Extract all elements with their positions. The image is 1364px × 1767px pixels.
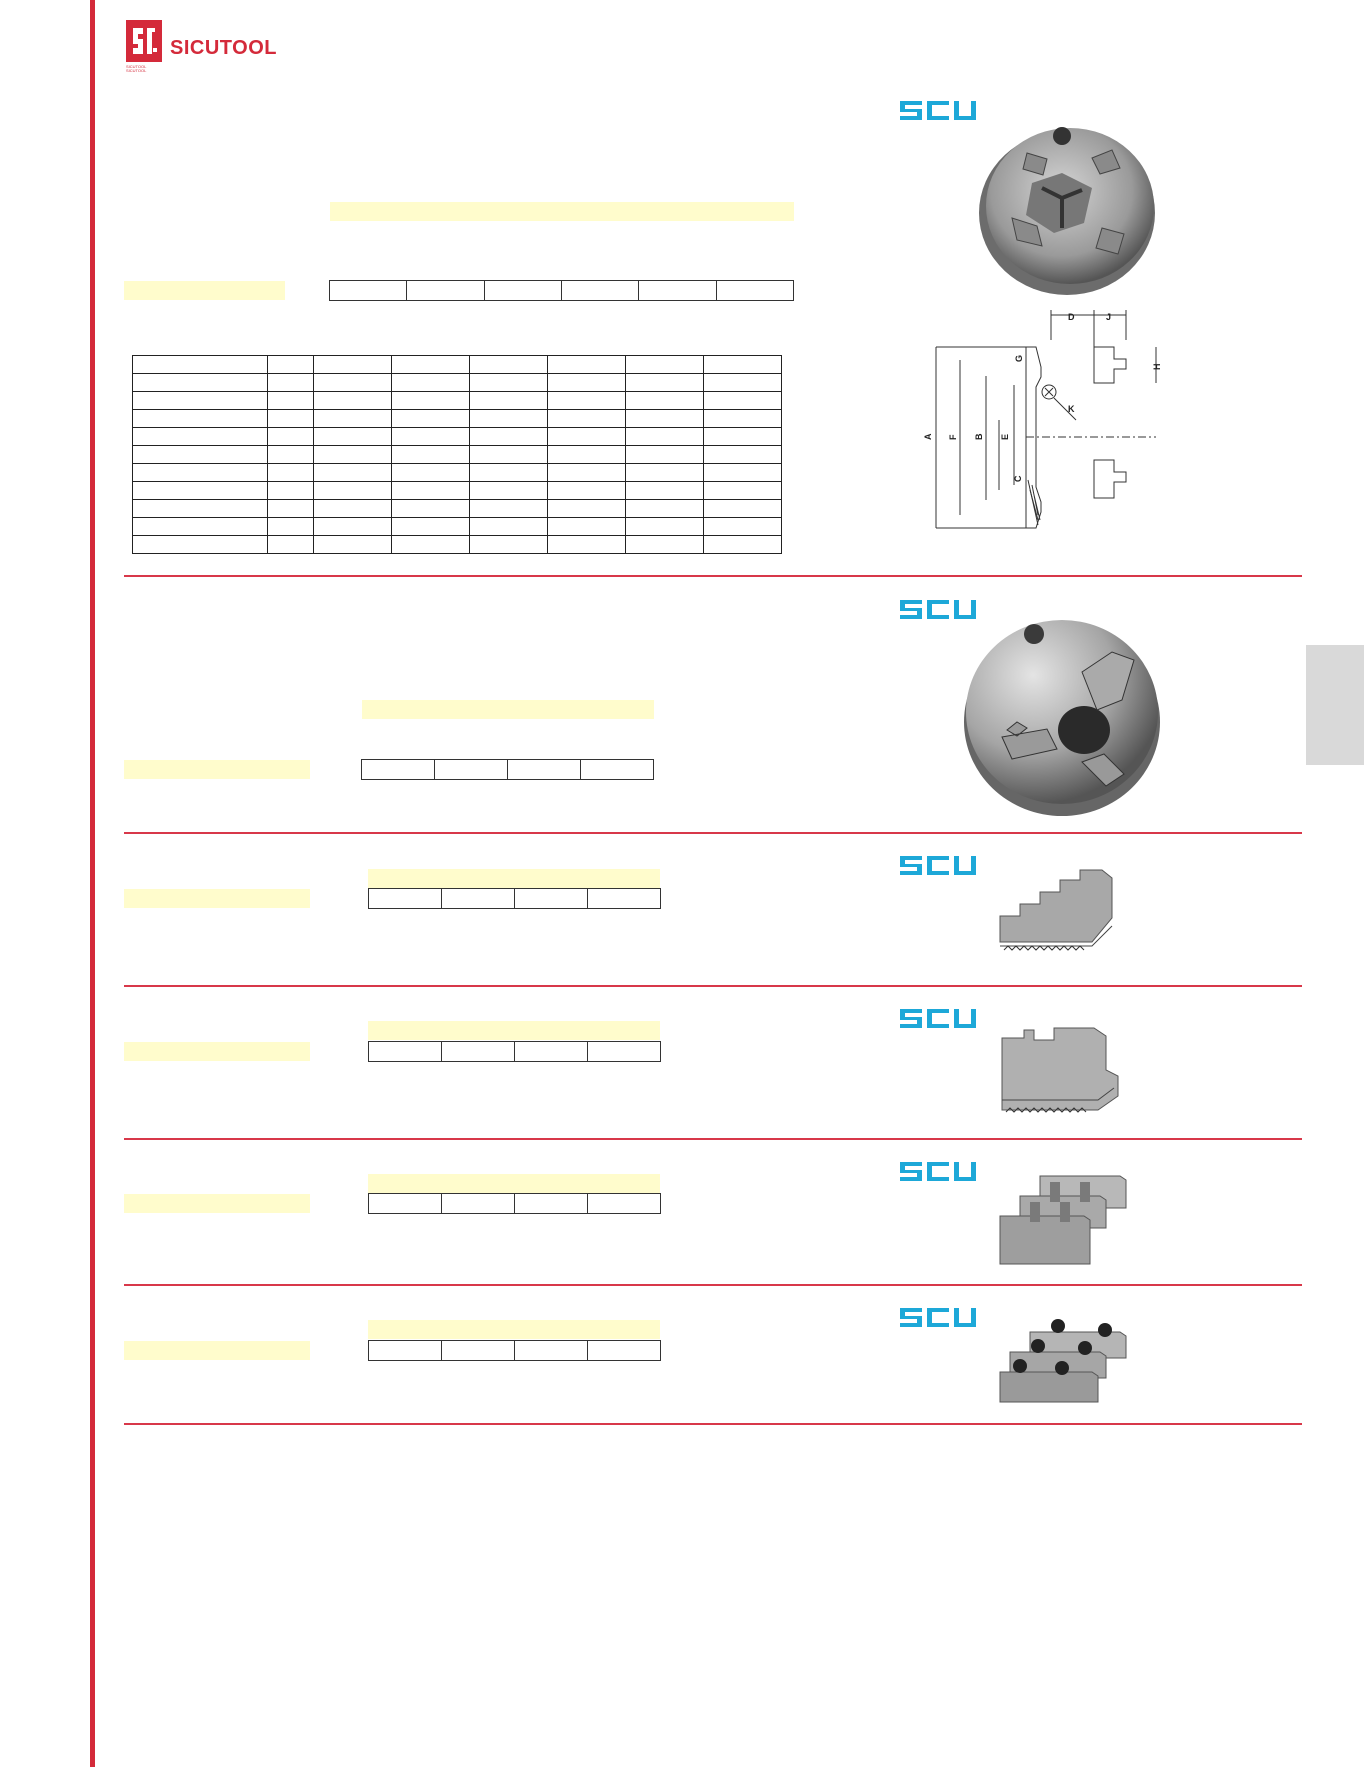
section-divider bbox=[124, 1138, 1302, 1140]
table-cell bbox=[268, 500, 314, 518]
table-cell bbox=[470, 500, 548, 518]
size-cell bbox=[485, 281, 562, 300]
table-cell bbox=[470, 410, 548, 428]
section4-header-highlight bbox=[368, 1021, 660, 1040]
left-accent-bar bbox=[90, 0, 95, 1767]
table-cell bbox=[314, 500, 392, 518]
table-cell bbox=[268, 374, 314, 392]
size-cell bbox=[442, 1341, 515, 1360]
dim-label-j: J bbox=[1106, 312, 1112, 322]
size-cell bbox=[407, 281, 484, 300]
section1-header-highlight bbox=[330, 202, 794, 221]
table-cell bbox=[133, 446, 268, 464]
dim-label-h: H bbox=[1152, 363, 1162, 370]
soft-jaws-photo bbox=[1000, 1176, 1128, 1268]
table-row bbox=[133, 446, 782, 464]
table-cell bbox=[470, 446, 548, 464]
table-cell bbox=[704, 392, 782, 410]
table-cell bbox=[548, 356, 626, 374]
table-cell bbox=[268, 392, 314, 410]
table-cell bbox=[268, 356, 314, 374]
table-cell bbox=[626, 356, 704, 374]
scu-brand-icon bbox=[898, 1305, 978, 1329]
table-row bbox=[133, 464, 782, 482]
table-cell bbox=[626, 536, 704, 554]
table-cell bbox=[704, 518, 782, 536]
logo-mark-icon bbox=[126, 20, 162, 62]
section6-product-label-highlight bbox=[124, 1341, 310, 1360]
table-cell bbox=[626, 374, 704, 392]
section-divider bbox=[124, 985, 1302, 987]
size-cell bbox=[515, 1042, 588, 1061]
size-cell bbox=[717, 281, 793, 300]
table-cell bbox=[548, 482, 626, 500]
table-cell bbox=[268, 464, 314, 482]
dim-label-c: C bbox=[1013, 475, 1023, 482]
size-cell bbox=[581, 760, 653, 779]
size-cell bbox=[508, 760, 581, 779]
table-cell bbox=[704, 500, 782, 518]
table-cell bbox=[133, 410, 268, 428]
table-cell bbox=[626, 518, 704, 536]
table-cell bbox=[704, 356, 782, 374]
table-cell bbox=[548, 536, 626, 554]
table-cell bbox=[392, 374, 470, 392]
table-cell bbox=[314, 482, 392, 500]
table-cell bbox=[470, 392, 548, 410]
size-cell bbox=[515, 889, 588, 908]
section4-size-cells bbox=[368, 1041, 661, 1062]
size-cell bbox=[435, 760, 508, 779]
scu-brand-icon bbox=[898, 1006, 978, 1030]
table-cell bbox=[704, 446, 782, 464]
size-cell bbox=[362, 760, 435, 779]
size-cell bbox=[588, 889, 660, 908]
size-cell bbox=[639, 281, 716, 300]
table-cell bbox=[392, 410, 470, 428]
spec-table bbox=[132, 355, 782, 554]
dim-label-d: D bbox=[1068, 312, 1075, 322]
table-cell bbox=[704, 410, 782, 428]
table-cell bbox=[704, 536, 782, 554]
chuck-dimension-drawing bbox=[923, 310, 1166, 530]
dim-label-f: F bbox=[948, 434, 958, 440]
dim-label-b: B bbox=[974, 433, 984, 440]
table-cell bbox=[268, 410, 314, 428]
dim-label-a: A bbox=[923, 433, 933, 440]
table-cell bbox=[268, 428, 314, 446]
table-row bbox=[133, 518, 782, 536]
table-cell bbox=[268, 536, 314, 554]
size-cell bbox=[588, 1341, 660, 1360]
table-cell bbox=[133, 464, 268, 482]
size-cell bbox=[588, 1194, 660, 1213]
size-cell bbox=[369, 1341, 442, 1360]
size-cell bbox=[369, 1194, 442, 1213]
table-cell bbox=[704, 428, 782, 446]
table-cell bbox=[133, 518, 268, 536]
table-cell bbox=[268, 446, 314, 464]
table-cell bbox=[704, 482, 782, 500]
table-cell bbox=[626, 392, 704, 410]
table-cell bbox=[626, 410, 704, 428]
table-cell bbox=[704, 464, 782, 482]
table-cell bbox=[392, 428, 470, 446]
table-cell bbox=[548, 464, 626, 482]
table-cell bbox=[548, 500, 626, 518]
table-cell bbox=[626, 464, 704, 482]
table-cell bbox=[268, 482, 314, 500]
size-cell bbox=[442, 1042, 515, 1061]
side-tab-marker bbox=[1306, 645, 1364, 765]
table-cell bbox=[392, 500, 470, 518]
table-cell bbox=[626, 500, 704, 518]
section-divider bbox=[124, 1284, 1302, 1286]
section3-header-highlight bbox=[368, 869, 660, 888]
table-cell bbox=[133, 482, 268, 500]
table-cell bbox=[268, 518, 314, 536]
section4-product-label-highlight bbox=[124, 1042, 310, 1061]
size-cell bbox=[515, 1194, 588, 1213]
table-cell bbox=[314, 518, 392, 536]
section3-product-label-highlight bbox=[124, 889, 310, 908]
scu-brand-icon bbox=[898, 853, 978, 877]
table-row bbox=[133, 374, 782, 392]
three-jaw-chuck-photo bbox=[962, 612, 1162, 818]
table-cell bbox=[314, 374, 392, 392]
table-cell bbox=[470, 356, 548, 374]
two-piece-jaws-photo bbox=[1000, 1318, 1130, 1408]
table-cell bbox=[392, 392, 470, 410]
table-cell bbox=[548, 410, 626, 428]
section1-product-label-highlight bbox=[124, 281, 285, 300]
table-row bbox=[133, 500, 782, 518]
scu-brand-icon bbox=[898, 98, 978, 122]
table-row bbox=[133, 428, 782, 446]
dim-label-e: E bbox=[1000, 433, 1010, 440]
section5-header-highlight bbox=[368, 1174, 660, 1193]
section2-header-highlight bbox=[362, 700, 654, 719]
table-cell bbox=[314, 392, 392, 410]
size-cell bbox=[515, 1341, 588, 1360]
section6-size-cells bbox=[368, 1340, 661, 1361]
section2-product-label-highlight bbox=[124, 760, 310, 779]
table-row bbox=[133, 356, 782, 374]
inner-jaws-photo bbox=[1002, 1020, 1126, 1120]
scu-brand-icon bbox=[898, 1159, 978, 1183]
table-row bbox=[133, 392, 782, 410]
brand-tagline: SICUTOOL SICUTOOL bbox=[126, 64, 147, 73]
table-row bbox=[133, 482, 782, 500]
hard-jaws-photo bbox=[1000, 866, 1128, 954]
table-cell bbox=[626, 482, 704, 500]
table-cell bbox=[314, 536, 392, 554]
section-divider bbox=[124, 575, 1302, 577]
table-cell bbox=[626, 428, 704, 446]
table-cell bbox=[470, 428, 548, 446]
table-cell bbox=[392, 482, 470, 500]
table-cell bbox=[470, 464, 548, 482]
table-cell bbox=[470, 518, 548, 536]
table-cell bbox=[133, 536, 268, 554]
table-cell bbox=[548, 428, 626, 446]
dim-label-k: K bbox=[1068, 404, 1075, 414]
table-cell bbox=[470, 536, 548, 554]
table-row bbox=[133, 536, 782, 554]
section5-size-cells bbox=[368, 1193, 661, 1214]
size-cell bbox=[562, 281, 639, 300]
table-cell bbox=[314, 446, 392, 464]
table-cell bbox=[314, 464, 392, 482]
table-cell bbox=[133, 356, 268, 374]
table-cell bbox=[392, 536, 470, 554]
table-cell bbox=[133, 428, 268, 446]
table-cell bbox=[314, 356, 392, 374]
table-cell bbox=[133, 374, 268, 392]
section3-size-cells bbox=[368, 888, 661, 909]
section1-size-cells bbox=[329, 280, 794, 301]
table-cell bbox=[548, 518, 626, 536]
section-divider bbox=[124, 1423, 1302, 1425]
section-divider bbox=[124, 832, 1302, 834]
table-cell bbox=[133, 500, 268, 518]
size-cell bbox=[442, 1194, 515, 1213]
size-cell bbox=[442, 889, 515, 908]
size-cell bbox=[369, 889, 442, 908]
table-cell bbox=[548, 392, 626, 410]
table-cell bbox=[626, 446, 704, 464]
brand-name: SICUTOOL bbox=[170, 37, 277, 59]
size-cell bbox=[330, 281, 407, 300]
table-cell bbox=[392, 446, 470, 464]
table-cell bbox=[314, 428, 392, 446]
table-cell bbox=[133, 392, 268, 410]
table-cell bbox=[314, 410, 392, 428]
table-cell bbox=[548, 374, 626, 392]
table-cell bbox=[392, 464, 470, 482]
table-cell bbox=[470, 482, 548, 500]
table-row bbox=[133, 410, 782, 428]
section5-product-label-highlight bbox=[124, 1194, 310, 1213]
table-cell bbox=[704, 374, 782, 392]
dim-label-g: G bbox=[1014, 354, 1024, 362]
table-cell bbox=[548, 446, 626, 464]
section6-header-highlight bbox=[368, 1320, 660, 1339]
size-cell bbox=[369, 1042, 442, 1061]
four-jaw-chuck-photo bbox=[972, 118, 1158, 298]
table-cell bbox=[470, 374, 548, 392]
table-cell bbox=[392, 518, 470, 536]
section2-size-cells bbox=[361, 759, 654, 780]
size-cell bbox=[588, 1042, 660, 1061]
table-cell bbox=[392, 356, 470, 374]
